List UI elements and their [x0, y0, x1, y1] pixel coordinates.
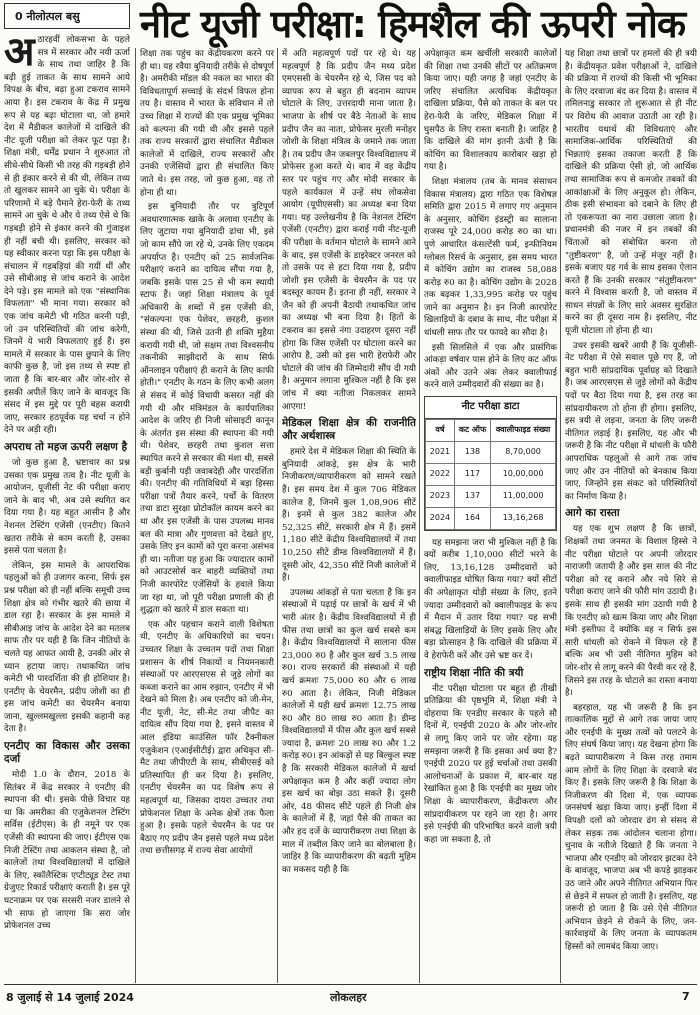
section-heading: एनटीए का विकास और उसका दर्जा: [4, 740, 130, 766]
article-paragraph: में अति महत्वपूर्ण पदों पर रहे थे। यह महत्वपूर्ण है कि प्रदीप जैन मध्य प्रदेश एमएससी के चेयरमैन रहे थे, जिस पद को व्यापक रूप से बहुत ही बदनाम व्यापम घोटाले के लिए, उत्तरदायी माना जाता है। भाजपा के शीर्ष पर बैठे नेताओं के साथ प्रदीप जैन का नाता, प्रोफेसर मुरली मनोहर जोशी के शिक्षा मंत्रित्व के जमाने तक जाता है। तब प्रदीप जैन जबलपुर विश्वविद्यालय में प्रोफेसर हुआ करते थे। बाद में वह केंद्रीय स्तर पर पहुंच गए और मोदी सरकार के पहले कार्यकाल में उन्हें संघ लोकसेवा आयोग (यूपीएससी) का अध्यक्ष बना दिया गया। यह उल्लेखनीय है कि नेशनल टेस्टिंग एजेंसी (एनटीए) द्वारा कराई गयी नीट-यूजी की परीक्षा के वर्तमान घोटाले के सामने आने के बाद, इस एजेंसी के डाइरेक्टर जनरल को तो उसके पद से हटा दिया गया है, प्रदीप जोशी इस एजेंसी के चेयरमैन के पद पर बदस्तूर कायम हैं। इतना ही नहीं, सरकार ने जैन को ही अपनी बैठायी तथाकथित जांच का अध्यक्ष भी बना दिया है। हितों के टकराव का इससे नंगा उदाहरण दूसरा नहीं होगा कि जिस एजेंसी पर घोटाला करने का आरोप है, उसी को इस भारी हेराफेरी और घोटाले की जांच की जिम्मेदारी सौंप दी गयी है। अनुमान लगाना मुश्किल नहीं है कि इस जांच में क्या नतीजा निकलकर सामने आएगा!: [282, 49, 416, 412]
article-paragraph: मोदी 1.0 के दौरान, 2018 के सितंबर में केंद्र सरकार ने एनटीए की स्थापना की थी। इसके पीछे विचार यह था कि अमरीका की एजुकेशनल टेस्टिंग सर्विस (ईटीएस) के ही नमूने पर एक एजेंसी की स्थापना की जाए। ईटीएस एक निजी टेस्टिंग तथा आकलन संस्था है, जो कालेजों तथा विश्वविद्यालयों में दाखिले के लिए, स्कॉलैस्टिक एप्टीट्यूड टेस्ट तथा ग्रेजुएट रिकार्ड परीक्षाएं कराती है। इस पूरे घटनाक्रम पर एक सरसरी नजर डालने से भी साफ हो जाएगा कि सरा जोर प्रोफेशनल उच्च: [4, 770, 130, 932]
table-row: [426, 507, 556, 529]
table-header-row: [426, 419, 556, 441]
section-heading: अपराध तो महज ऊपरी लक्षण है: [4, 441, 128, 453]
table-cell: 2022: [426, 463, 455, 485]
article-paragraph: यह एक शुभ लक्षण है कि छात्रों, शिक्षकों तथा जनमत के विशाल हिस्से ने नीट परीक्षा घोटाले पर अपनी जोरदार नाराजगी जतायी है और इस साल की नीट परीक्षा को रद्द कराने और नये सिरे से परीक्षा कराए जाने की फौरी मांग उठायी है। इसके साथ ही इसकी मांग उठायी गयी है कि एनटीए को खत्म किया जाए और शिक्षा मंत्री इस्तीफा दें क्योंकि वह न सिर्फ इस सारी धांधली को रोकने में विफल रहे हैं बल्कि अब भी उसी नीतिगत मुहिम को जोर-शोर से लागू करने की पैरवी कर रहे हैं, जिसने इस तरह के घोटाले का रास्ता बनाया है।: [565, 524, 697, 699]
section-heading: मेडिकल शिक्षा क्षेत्र की राजनीति और अर्थशास्त्र: [282, 417, 416, 443]
article-paragraph: उधर इसकी खबरें आयी हैं कि यूजीसी-नेट परीक्षा में ऐसे सवाल पूछे गए हैं, जो बहुत भारी सांप्रदायिक पूर्वाग्रह को दिखाते हैं। जब आरएसएस से जुड़े लोगों को केंद्रीय पदों पर बैठा दिया गया है, इस तरह का सांप्रदायीकरण तो होना ही होगा। इसलिए, इस त्रयी से लड़ना, जनता के लिए जरूरी नीतिगत लड़ाई है। इसलिए, यह और भी जरूरी है कि नीट परीक्षा में धांधली के फौरी आपराधिक पहलुओं से आगे तक जांच जाए और उन नीतियों को बेनकाब किया जाए, जिन्होंने इस संकट को परिस्थितियों का निर्माण किया है।: [565, 340, 697, 502]
article-headline: नीट यूजी परीक्षा: हिमशैल की ऊपरी नोक: [140, 2, 686, 46]
table-cell: 164: [454, 507, 490, 529]
author-byline: 0 नीलोत्पल बसु: [4, 3, 130, 29]
article-paragraph: हमारे देश में मेडिकल शिक्षा की स्थिति के बुनियादी आंकड़े, इस क्षेत्र के भारी निजीकरण/व्यापारीकरण को सामने रखते हैं। इस समय देश में कुल 706 मेडिकल कालेज हैं, जिनमें कुल 1,08,906 सीटें हैं। इनमें से कुल 382 कालेज और 52,325 सीटें, सरकारी क्षेत्र में हैं। इसमें 1,180 सीटें केंद्रीय विश्वविद्यालयों में तथा 10,250 सीटें डीम्ड विश्वविद्यालयों में हैं। दूसरी ओर, 42,350 सीटें निजी कालेजों में हैं।: [282, 447, 416, 584]
column-divider: [135, 48, 136, 983]
page-number: 7: [682, 990, 690, 1003]
table-cell: 13,16,268: [491, 507, 556, 529]
neet-data-table-box: [424, 396, 557, 531]
table-cell: 10,00,000: [491, 463, 556, 485]
column-divider: [419, 48, 420, 983]
table-row: [426, 441, 556, 463]
column-divider: [277, 48, 278, 983]
article-paragraph: अपेक्षाकृत कम खर्चीली सरकारी कालेजों की शिक्षा तथा उनकी सीटों पर अतिक्रमण किया जाए। यही जगह है जहां एनटीए के जरिए संचालित अत्यधिक केंद्रीयकृत दाखिला प्रक्रिया, पैसे को ताकत के बल पर हेरा-फेरी के जरिए, मेडिकल शिक्षा में घुसपैठ के लिए रास्ता बनाती है। जाहिर है कि दाखिले की मांग इतनी ऊंची है कि कोचिंग का विशालकाय कारोबार खड़ा हो गया है।: [424, 49, 557, 173]
table-cell: 137: [454, 485, 490, 507]
table-title: नीट परीक्षा डाटा: [425, 397, 556, 419]
article-paragraph: शिक्षा तक पहुंच का केंद्रीयकरण करने पर ही था। यह रवैया बुनियादी तरीके से दोषपूर्ण है। अमरीकी मॉडल की नकल का भारत की विविधतापूर्ण सच्चाई के संदर्भ विफल होना तय है। वास्तव में भारत के संविधान में तो उच्च शिक्षा में राज्यों की एक प्रमुख भूमिका को कल्पना की गयी थी और इससे पहले तक राज्य सरकारों द्वारा संचालित मैडीकल कालेजों में दाखिले, राज्य सरकारों और उनकी एजेंसियों द्वारा ही संचालित किए जाते थे। इस तरह, जो कुछ हुआ, वह तो होना ही था।: [140, 49, 274, 198]
publication-name: लोकलहर: [330, 991, 367, 1004]
table-row: [426, 463, 556, 485]
article-paragraph: इसी सिलसिले में एक और प्रासंगिक आंकड़ा वर्षवार पास होने के लिए कट ऑफ अंकों और उतने अंक लेकर क्वालीफाई करने वाले उम्मीदवारों की संख्या का है।: [424, 342, 557, 391]
article-column-5: [565, 48, 697, 984]
article-column-2: [140, 48, 274, 984]
article-paragraph: बहरहाल, यह भी जरूरी है कि इन तात्कालिक मुद्दों से आगे तक जाया जाए और एनईपी के मुख्य तत्वों को पलटने के लिए संघर्ष किया जाए। यह देखना होगा कि बढ़ते व्यापारीकरण ने किस तरह तमाम आम लोगों के लिए शिक्षा के दरवाजे बंद किए हैं। इसके लिए जरूरी है कि शिक्षा के निजीकरण की दिशा में, एक व्यापक जनसंघर्ष खड़ा किया जाए। इन्हीं दिशा में विपक्षी दलों को जोरदार ढंग से संसद से लेकर सड़क तक आंदोलन चलाना होगा। चुनाव के नतीजे दिखाते हैं कि जनता ने भाजपा और एनडीए को जोरदार झटका देने के बावजूद, भाजपा अब भी कपड़े झाड़कर उठ जाने और अपने नीतिगत अभियान फिर से छेड़ने में सफल हो जाती है। इसलिए, यह जरूरी हो जाता है कि उसे ऐसे नीतिगत अभियान छेड़ने से रोकने के लिए, जन-कार्रवाइयों के लिए जनता के व्यापकतम हिस्सों को लामबंद किया जाए।: [565, 702, 697, 952]
article-paragraph: शिक्षा मंत्रालय (तब के मानव संसाधन विकास मंत्रालय) द्वारा गठित एक विशेषज्ञ समिति द्वारा 2015 में लगाए गए अनुमान के अनुसार, कोचिंग इंडस्ट्री का सालाना राजस्व पूरे 24,000 करोड़ रु0 का था। पुणे आधारित कंसल्टेंसी फर्म, इन्फीनियम ग्लोबल रिसर्च के अनुसार, इस समय भारत में कोचिंग उद्योग का राजस्व 58,088 करोड़ रु0 का है। कोचिंग उद्योग के 2028 तक बढ़कर 1,33,995 करोड़ पर पहुंच जाने का अनुमान है। इन निजी कारपोरेट खिलाड़ियों के दबाव के साथ, नीट परीक्षा में धांधली साफ तौर पर फायदे का सौदा है।: [424, 176, 557, 339]
article-column-4: [424, 48, 557, 984]
section-heading: आगे का रास्ता: [565, 507, 620, 520]
table-header-year: वर्ष: [426, 419, 455, 441]
table-cell: 2023: [426, 485, 455, 507]
article-paragraph: यह समझना जरा भी मुश्किल नहीं है कि क्यों करीब 1,10,000 सीटों भरने के लिए, 13,16,128 उम्मीदवारों को क्वालीफाइड घोषित किया गया? क्यों सीटों की अपेक्षाकृत थोड़ी संख्या के लिए, इतने ज्यादा उम्मीदवारों को क्वालीफाइड के रूप में मैदान में उतार दिया गया? यह सभी संबद्ध खिलाड़ियों के लिए इसके लिए और बड़ा प्रोत्साहन है कि दाखिले की प्रक्रिया में वे हेराफेरी करें और उसे भ्रष्ट कर दें।: [424, 537, 557, 661]
table-header-qualified: क्वालीफाइड संख्या: [491, 419, 556, 441]
article-paragraph: यह शिक्षा तथा छात्रों पर हमलों की ही त्रयी है। केंद्रीयकृत प्रवेश परीक्षाओं ने, दाखिले की प्रक्रिया में राज्यों की किसी भी भूमिका के लिए दरवाजा बंद कर दिया है। वास्तव में तमिलनाडु सरकार तो शुरूआत से ही नीट पर विरोध की आवाज उठाती आ रही है। भारतीय यथार्थ की विविधताएं और सामाजिक-आर्थिक परिस्थितियों की भिन्नताएं इसका तकाजा करती हैं कि दाखिले की प्रक्रिया ऐसी हो, जो आर्थिक तथा सामाजिक रूप से कमजोर तबकों की आकांक्षाओं के लिए अनुकूल हो। लेकिन, ठीक इसी संभावना को दबाने के लिए ही तो एकरूपता का नारा उछाला जाता है। प्रधानमंत्री की नजर में इन तबकों की चिंताओं को संबोधित करना तो "तुष्टीकरण" है, जो उन्हें मंजूर नहीं है। इसके बजाए यह गर्व के साथ इसका ऐलान करते हैं कि उनकी सरकार "संतुष्टीकरण" करने में विश्वास करती है, जो वास्तव में साधन संपन्नों के लिए सारे अवसर सुरक्षित करने का ही दूसरा नाम है। इसलिए, नीट यूजी घोटाला तो होना ही था।: [565, 49, 697, 337]
column-divider: [560, 48, 561, 983]
section-heading: राष्ट्रीय शिक्षा नीति की त्रयी: [424, 666, 524, 679]
table-cell: 11,00,000: [491, 485, 556, 507]
table-cell: 2021: [426, 441, 455, 463]
article-paragraph: एक और पहचान कराने वाली विशेषता थी, एनटीए के अधिकारियों का चयन। उच्चतर शिक्षा के उच्चतम पदों तथा शिक्षा प्रशासन के शीर्ष निकायों व नियमनकारी संस्थाओं पर आरएसएस से जुड़े लोगों का कब्जा कराने का आम रुझान, एनटीए में भी देखने को मिला है। अब एनटीए को जी-मेन, नीट यूजी, नेट, सी-मेट तथा जीपैट का दायित्व सौंप दिया गया है, इसने वास्तव में आल इंडिया काउंसिल फॉर टैक्नीकल एजुकेशन (एआईसीटीई) द्वारा अधिकृत सी-मैट तथा जीपीएटी के साथ, सीबीएसई को प्रतिस्थापित ही कर दिया है। इसलिए, एनटीए चेयरमैन का पद विशेष रूप से महत्वपूर्ण था, जिसका दायरा उच्चतर तथा प्रोफेशनल शिक्षा के अनेक क्षेत्रों तक फैला हुआ है। इसके पहले चेयरमैन के पद पर बैठाए गए प्रदीप जैन इससे पहले मध्य प्रदेश तथा छत्तीसगढ़ में राज्य सेवा आयोगों: [140, 619, 274, 857]
article-column-3: [282, 48, 416, 984]
article-paragraph: जो कुछ हुआ है, भ्रष्टाचार का प्रश्न उसका एक प्रमुख तत्व है। नीट यूजी के आयोजन, यूजीसी नेट की परीक्षा कराए जाने के बाद भी, अब उसे स्थगित कर दिया गया है। यह बहुत आसीन है और नेशनल टेस्टिंग एजेंसी (एनटीए) कितने खतरा तरीके से काम करती है, उसका इससे पता चलता है।: [4, 458, 130, 557]
footer-divider: [4, 984, 697, 985]
article-paragraph: लेकिन, इस मामले के आपराधिक पहलुओं को ही उजागर करना, सिर्फ इस प्रश्न परीक्षा को ही नहीं बल्कि समूची उच्च शिक्षा क्षेत्र को गंभीर खतरे की छाया में डाल रहा है। सरकार के इस मामले में सीबीआइ जांच के आदेश देने का मतलब साफ तौर पर यही है कि जिन नीतियों के चलते यह आफत आयी है, उनकी ओर से ध्यान हटाया जाए। तथाकथित जांच कमेटी भी पारदर्शिता की ही होशियार है। एनटीए के चेयरमैन, प्रदीप जोशी का ही इस जांच कमेटी का चेयरमैन बनाया जाना, खुल्लमखुल्ला इसकी कहानी कह देता है।: [4, 560, 130, 735]
table-cell: 138: [454, 441, 490, 463]
table-header-cutoff: कट ऑफ: [454, 419, 490, 441]
article-paragraph: उपलब्ध आंकड़ों से पता चलता है कि इन संस्थाओं में पढ़ाई पर छात्रों के खर्च में भी भारी अंतर है। केंद्रीय विश्वविद्यालयों में ही फीस तथा छात्रों का कुल खर्च सबसे कम है। केंद्रीय विश्वविद्यालयों में सालाना फीस 23,000 रु0 है और कुल खर्च 3.5 लाख रु0। राज्य सरकारों की संस्थाओं में यही खर्च क्रमशः 75,000 रु0 और 6 लाख रु0 आता है। लेकिन, निजी मेडिकल कालेजों में यही खर्च क्रमशः 12.75 लाख रु0 और 80 लाख रु0 आता है। डीम्ड विश्वविद्यालयों में फीस और कुल खर्च सबसे ज्यादा है, क्रमशः 20 लाख रु0 और 1.2 करोड़ रु0। इन आंकड़ों से यह बिल्कुल स्पष्ट है कि सरकारी मेडिकल कालेजों में खर्चा अपेक्षाकृत कम है और कहीं ज्यादा लोग इस खर्च का बोझ उठा सकते हैं। दूसरी ओर, 48 फीसद सीटें पहले ही निजी क्षेत्र के कालेजों में हैं, जहां पैसे की ताकत का और हद दर्जे के व्यापारीकरण तथा शिक्षा के माल में तब्दील किए जाने का बोलबाला है। जाहिर है कि व्यापारीकरण की बढ़ती मुहिम का मकसद यही है कि: [282, 587, 416, 875]
article-paragraph: नीट परीक्षा घोटाला पर बहुत ही तीखी प्रतिक्रिया की पृष्ठभूमि में, शिक्षा मंत्री ने दोहराया कि एनडीए सरकार के पहले सौ दिनों में, एनईपी 2020 के और जोर-शोर से लागू किए जाने पर जोर रहेगा। यह समझना जरूरी है कि इसका अर्थ क्या है? एनईपी 2020 पर हुई चर्चाओं तथा उसकी आलोचनाओं के प्रकाश में, बार-बार यह रेखांकित हुआ है कि एनईपी का मुख्य जोर शिक्षा के व्यापारीकरण, केंद्रीकरण और सांप्रदायीकरण पर रहने जा रहा है। अगर इसे एनईपी की परिभाषित करने वाली त्रयी कहा जा सकता है, तो: [424, 683, 557, 845]
issue-date: 8 जुलाई से 14 जुलाई 2024: [6, 991, 134, 1004]
table-row: [426, 485, 556, 507]
article-column-1: [4, 34, 130, 984]
table-cell: 2024: [426, 507, 455, 529]
article-paragraph: अठारहवीं लोकसभा के पहले सत्र में सरकार और नयी ऊर्जा के साथ तथा जाहिर है कि बढ़ी हुई ताकत के साथ सामने आये विपक्ष के बीच, बढ़ा हुआ टकराव सामने आया है। इस टकराव के केंद्र में प्रमुख रूप से यह बढ़ा घोटाला था, जो हमारे देश में मैडीकल कालेजों में दाखिले की नीट यूजी परीक्षा को लेकर फूट पड़ा है। शिक्षा मंत्री, धर्मेंद्र प्रधान ने शुरुआत तो सीधे-सीधे किसी भी तरह की गड़बड़ी होने से ही इंकार करने से की थी, लेकिन तथ्य तो खुलकर सामने आ चुके थे। परीक्षा के परिणामों में बड़े पैमाने हेरा-फेरी के तथ्य सामने आ चुके थे और ये तथ्य ऐसे थे कि गड़बड़ी होने से इंकार करने की गुंजाइश ही नहीं बची थी। इसलिए, सरकार को यह स्वीकार करना पड़ा कि इस परीक्षा के संचालन में गड़बड़ियां की गयीं थीं और उसे सीबीआइ से जांच कराने के आदेश देने पड़े। इस मामले को एक "संस्थानिक विफलता" भी माना गया। सरकार को एक जांच कमेटी भी गठित करनी पड़ी, जो उन परिस्थितियों की जांच करेगी, जिनमें ये भारी विफलताएं हुई हैं। इस मामले में सरकार के पास छुपाने के लिए काफी कुछ है, जो इस तथ्य से स्पष्ट हो जाता है कि बार-बार और जोर-शोर से इसकी अपीलें किए जाने के बावजूद कि संसद में इस मुद्दे पर पूरी बहस करायी जाए, सरकार हठपूर्वक यह चर्चा न होने देने पर अड़ी रही।: [4, 34, 130, 436]
drop-cap: अ: [4, 34, 35, 75]
table-cell: 8,70,000: [491, 441, 556, 463]
neet-data-table: [425, 419, 556, 530]
table-cell: 117: [454, 463, 490, 485]
article-paragraph: इस बुनियादी तौर पर त्रुटिपूर्ण अवधारणात्मक खाके के अलावा एनटीए के लिए जुटाया गया बुनियादी ढांचा भी, इसे जो काम सौंपे जा रहे थे, उनके लिए एकदम अपर्याप्त है। एनटीए को 25 सार्वजनिक परीक्षाएं कराने का दायित्व सौंपा गया है, जबकि इसके पास 25 से भी कम स्थायी स्टाफ हैं। जहां शिक्षा मंत्रालय के पूर्व अधिकारी के शब्दों में इस एजेंसी की, "संकल्पना एक पेशेवर, छरहरी, कुशल संस्था की थी, जिसे उतनी ही शक्ति मुहैया करायी गयी थी, जो सक्षम तथा विश्वसनीय तकनीकी साझीदारों के साथ सिर्फ ऑनलाइन परीक्षाएं ही कराने के लिए काफी होती।" एनटीए के गठन के लिए कभी अलग से संसद में कोई विधायी कसरत नहीं की गयी थी और मंत्रिमंडल के कार्यपालिका आदेश के जरिए ही निजी सोसाइटी कानून के अंतर्गत इस संस्था की स्थापना की गयी थी। पेशेवर, छरहरी तथा कुशल सत्ता स्थापित करने से सरकार की मंशा थी, सबसे बड़ी कुर्बानी पड़ी जवाबदेही और पारदर्शिता की। एनटीए की गतिविधियों में बड़ा हिस्सा परीक्षा पत्रों तैयार करने, पर्चों के वितरण तथा डाटा सुरक्षा प्रोटोकॉल कायम करने का था और इस एजेंसी के पास उपलब्ध मानव बल की मात्रा और गुणवत्ता को देखते हुए, उसके लिए इन कामों को पूरा करना असंभव ही था। नतीजा यह हुआ कि ज्यादातर कामों को आउटसोर्स कर बाहरी व्यक्तियों तथा निजी कारपोरेट एजेंसियों के हवाले किया जा रहा था, जो पूरी परीक्षा प्रणाली की ही शुद्धता को खतरे में डाल सकता था।: [140, 202, 274, 616]
